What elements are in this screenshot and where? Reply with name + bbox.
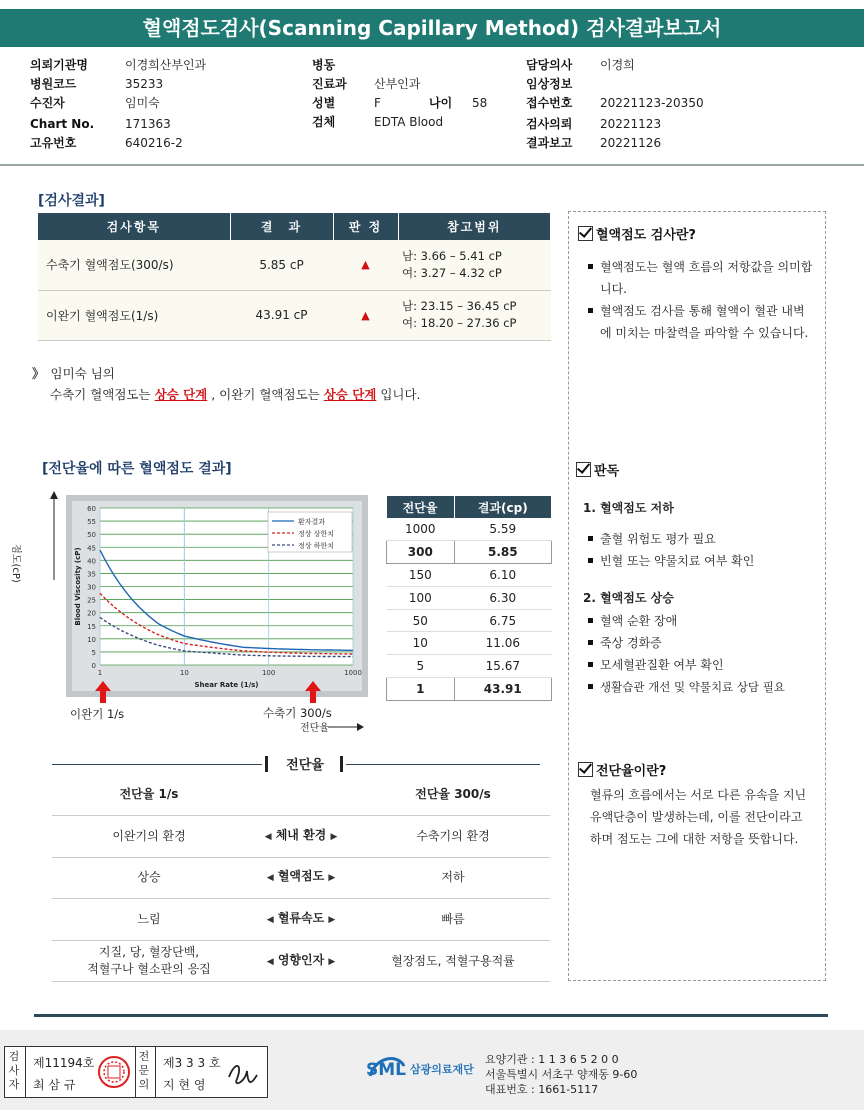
patient-info-col-a (30, 55, 206, 152)
ref-female: 여: 3.27 – 4.32 cP (402, 265, 502, 280)
table-row (52, 857, 550, 899)
x-tick-label: 1000 (344, 669, 362, 677)
ref-male: 남: 23.15 – 36.45 cP (402, 299, 517, 313)
cmp-right: 수축기의 환경 (356, 816, 550, 858)
cmp-mid (246, 816, 356, 858)
bullet-item: 혈액 순환 장애 (586, 610, 826, 632)
info-label: 담당의사 (526, 58, 573, 72)
shear-result: 6.75 (454, 609, 551, 632)
chevron-right-icon: 》 (32, 366, 45, 381)
table-row (387, 541, 552, 564)
info-value: 20221123-20350 (600, 95, 704, 110)
table-row (38, 290, 551, 340)
legend-entry: 환자결과 (298, 518, 326, 526)
org-address (485, 1052, 637, 1097)
cmp-right: 빠름 (356, 899, 550, 941)
cmp-right: 혈장점도, 적혈구용적률 (356, 940, 550, 982)
y-tick-label: 40 (87, 557, 96, 566)
side-heading-text: 판독 (594, 464, 620, 479)
high-title: 2. 혈액점도 상승 (583, 591, 674, 605)
info-row (526, 93, 704, 112)
bullet-item: 혈액점도 검사를 통해 혈액이 혈관 내벽에 미치는 마찰력을 파악할 수 있습니다. (586, 300, 814, 344)
info-row (312, 55, 487, 74)
bullet-item: 빈혈 또는 약물치료 여부 확인 (586, 550, 822, 572)
shear-rate: 5 (387, 655, 455, 678)
test-value: 5.85 cP (230, 240, 333, 290)
side-heading-text: 혈액점도 검사란? (596, 228, 696, 243)
patient-info-col-c (526, 55, 704, 152)
table-row (387, 518, 552, 541)
y-tick-label: 10 (87, 635, 96, 644)
info-label: 결과보고 (526, 136, 573, 150)
y-tick-label: 30 (87, 583, 96, 592)
diastolic-caption: 이완기 1/s (70, 707, 125, 721)
shear-compare-table (52, 774, 550, 982)
table-row (52, 899, 550, 941)
logo-text: SML (366, 1060, 406, 1080)
triangle-left-icon: ◀ (266, 915, 274, 926)
table-row (52, 940, 550, 982)
systolic-arrow-icon (305, 681, 321, 703)
comment-text: , 이완기 혈액점도는 (207, 387, 324, 402)
divider-right (346, 764, 540, 765)
checkbox-icon (578, 762, 593, 777)
cmp-mid-label: 영향인자 (277, 952, 325, 967)
shear-rate: 1 (387, 678, 455, 701)
org-phone: 대표번호 : 1661-5117 (485, 1083, 599, 1096)
info-value: 20221126 (600, 135, 662, 150)
examiner-label: 검사자 (8, 1050, 20, 1091)
y-tick-label: 60 (87, 505, 96, 513)
chart-section-title: [전단율에 따른 혈액점도 결과] (42, 461, 232, 477)
cmp-right: 저하 (356, 857, 550, 899)
head-left: 전단율 1/s (52, 774, 246, 816)
legend-entry: 정상 하한치 (298, 542, 335, 550)
ref-male: 남: 3.66 – 5.41 cP (402, 248, 502, 263)
bullet-item: 죽상 경화증 (586, 632, 826, 654)
result-comment (32, 363, 421, 405)
info-value: EDTA Blood (374, 114, 444, 129)
x-axis-caption: 전단율 (300, 723, 329, 734)
shear-rate: 10 (387, 632, 455, 655)
table-row (52, 816, 550, 858)
low-title: 1. 혈액점도 저하 (583, 501, 674, 515)
head-right: 전단율 300/s (356, 774, 550, 816)
info-label: 성별 (312, 96, 336, 110)
info-label: 수진자 (30, 96, 65, 110)
x-axis-arrow (328, 721, 368, 733)
cmp-mid-label: 혈류속도 (277, 911, 325, 926)
info-value: 35233 (125, 76, 164, 91)
bullet-item: 모세혈관질환 여부 확인 (586, 654, 826, 676)
table-row (387, 632, 552, 655)
info-value: 171363 (125, 116, 171, 131)
shear-result: 15.67 (454, 655, 551, 678)
examiner-no: 제11194호 (33, 1056, 95, 1070)
table-row (387, 678, 552, 701)
info-row (30, 133, 206, 152)
triangle-right-icon: ▶ (328, 915, 336, 926)
info-row (526, 114, 704, 133)
triangle-left-icon: ◀ (264, 831, 272, 842)
specialist-label: 전문의 (138, 1050, 150, 1091)
x-tick-label: 100 (261, 669, 276, 677)
org-name: 삼광의료재단 (410, 1063, 474, 1076)
x-tick-label: 10 (179, 669, 189, 677)
report-title: 혈액점도검사(Scanning Capillary Method) 검사결과보고서 (0, 9, 864, 47)
x-axis-label: Shear Rate (1/s) (194, 681, 259, 689)
y-tick-label: 0 (91, 662, 96, 670)
triangle-left-icon: ◀ (266, 956, 274, 967)
seal-icon (97, 1055, 131, 1089)
bullet-item: 출혈 위험도 평가 필요 (586, 528, 822, 550)
info-row (526, 74, 704, 93)
info-value: 산부인과 (374, 77, 421, 91)
shear-compare-title: 전단율 (286, 758, 324, 773)
y-axis-label: Blood Viscosity (cP) (74, 547, 82, 626)
bottom-divider (34, 1014, 828, 1017)
col-header-result: 결과(cp) (454, 496, 551, 518)
info-row (30, 93, 206, 112)
info-row (526, 55, 704, 74)
col-header-reference: 참고범위 (398, 213, 551, 240)
shear-result: 11.06 (454, 632, 551, 655)
up-arrow-icon: ▲ (333, 290, 398, 340)
cmp-left: 상승 (52, 857, 246, 899)
header-divider (0, 164, 864, 166)
info-value: 640216-2 (125, 135, 183, 150)
cmp-mid (246, 857, 356, 899)
reference-range (398, 240, 551, 290)
col-header-item: 검사항목 (38, 213, 230, 240)
info-value: 20221123 (600, 116, 662, 131)
sml-logo (366, 1052, 474, 1086)
shear-rate-table (386, 496, 552, 701)
bullet-item: 혈액점도는 혈액 흐름의 저항값을 의미합니다. (586, 256, 814, 300)
results-table (38, 213, 551, 341)
shear-rate: 100 (387, 586, 455, 609)
shear-rate: 50 (387, 609, 455, 632)
y-tick-label: 50 (87, 531, 96, 540)
info-label: 검사의뢰 (526, 117, 573, 131)
info-label: 접수번호 (526, 96, 573, 110)
info-label: 병동 (312, 58, 336, 72)
info-label: 나이 (429, 96, 453, 110)
table-row (387, 586, 552, 609)
info-value: 임미숙 (125, 96, 160, 110)
specialist-name: 지 현 영 (163, 1078, 206, 1092)
test-value: 43.91 cP (230, 290, 333, 340)
low-bullets (586, 528, 822, 572)
cmp-mid (246, 899, 356, 941)
shear-rate: 300 (387, 541, 455, 564)
info-row (30, 74, 206, 93)
table-row (387, 609, 552, 632)
cmp-mid-label: 혈액점도 (277, 869, 325, 884)
ref-female: 여: 18.20 – 27.36 cP (402, 316, 517, 330)
col-header-result: 결 과 (230, 213, 333, 240)
side-heading-1 (578, 224, 696, 243)
triangle-right-icon: ▶ (328, 956, 336, 967)
side-heading-2 (576, 460, 619, 479)
y-axis-caption: 점도(cP) (9, 544, 21, 583)
results-section-title: [검사결과] (38, 193, 105, 209)
systolic-caption: 수축기 300/s (263, 706, 332, 720)
info-label: Chart No. (30, 116, 95, 131)
table-row (387, 564, 552, 587)
info-value: 58 (472, 95, 488, 110)
table-row (38, 240, 551, 290)
signature-box (4, 1046, 268, 1098)
cmp-mid-label: 체내 환경 (275, 827, 327, 842)
cmp-left: 지질, 당, 혈장단백, 적혈구나 혈소판의 응집 (52, 940, 246, 982)
y-axis-arrow (32, 490, 92, 580)
shear-definition: 혈류의 흐름에서는 서로 다른 유속을 지닌 유액단층이 발생하는데, 이를 전단이라고 하며 점도는 그에 대한 저항을 뜻합니다. (590, 788, 807, 846)
table-row (387, 655, 552, 678)
y-tick-label: 35 (87, 570, 96, 579)
info-row (30, 55, 206, 74)
checkbox-icon (578, 226, 593, 241)
org-code: 요양기관 : 1 1 3 6 5 2 0 0 (485, 1053, 619, 1066)
info-row (30, 114, 206, 133)
comment-text: 입니다. (376, 387, 421, 402)
specialist-no: 제3 3 3 호 (163, 1056, 221, 1070)
checkbox-icon (576, 462, 591, 477)
org-street: 서울특별시 서초구 양재동 9-60 (485, 1068, 638, 1081)
test-name: 수축기 혈액점도(300/s) (38, 240, 230, 290)
high-bullets (586, 610, 826, 698)
comment-text: 수축기 혈액점도는 (50, 387, 155, 402)
divider-left (52, 764, 262, 765)
head-mid (246, 774, 356, 816)
col-header-judge: 판 정 (333, 213, 398, 240)
shear-result: 5.59 (454, 518, 551, 541)
signature-icon (223, 1057, 263, 1091)
info-label: 검체 (312, 115, 336, 129)
info-row (312, 112, 487, 131)
y-tick-label: 55 (87, 518, 96, 527)
legend-entry: 정상 상한치 (298, 530, 335, 538)
y-tick-label: 20 (87, 609, 96, 618)
info-label: 임상정보 (526, 77, 573, 91)
y-tick-label: 25 (87, 596, 96, 605)
comment-highlight: 상승 단계 (154, 387, 208, 402)
info-row (526, 133, 704, 152)
bullet-item: 생활습관 개선 및 약물치료 상담 필요 (586, 676, 826, 698)
reference-range (398, 290, 551, 340)
cmp-mid (246, 940, 356, 982)
examiner-name: 최 삼 규 (33, 1078, 76, 1092)
col-header-shear: 전단율 (387, 496, 455, 518)
y-tick-label: 45 (87, 544, 96, 553)
info-row (312, 93, 487, 112)
test-name: 이완기 혈액점도(1/s) (38, 290, 230, 340)
up-arrow-icon: ▲ (333, 240, 398, 290)
side-heading-3 (578, 760, 666, 779)
shear-result: 43.91 (454, 678, 551, 701)
triangle-right-icon: ▶ (328, 873, 336, 884)
cmp-left: 느림 (52, 899, 246, 941)
x-tick-label: 1 (97, 669, 103, 677)
info-value: 이경희 (600, 58, 635, 72)
info-label: 의뢰기관명 (30, 58, 88, 72)
shear-result: 6.30 (454, 586, 551, 609)
y-tick-label: 15 (87, 622, 96, 631)
patient-info-col-b (312, 55, 487, 131)
y-tick-label: 5 (91, 648, 96, 657)
shear-rate: 150 (387, 564, 455, 587)
info-value: F (374, 95, 381, 110)
shear-rate: 1000 (387, 518, 455, 541)
table-row (52, 774, 550, 816)
side-bullets-1 (586, 256, 814, 344)
info-label: 병원코드 (30, 77, 77, 91)
triangle-right-icon: ▶ (330, 831, 338, 842)
comment-highlight: 상승 단계 (323, 387, 377, 402)
shear-result: 5.85 (454, 541, 551, 564)
comment-patient: 임미숙 님의 (50, 366, 115, 381)
cmp-left: 이완기의 환경 (52, 816, 246, 858)
info-label: 진료과 (312, 77, 347, 91)
info-row (312, 74, 487, 93)
diastolic-arrow-icon (95, 681, 111, 703)
info-label: 고유번호 (30, 136, 77, 150)
side-heading-text: 전단율이란? (596, 764, 667, 779)
triangle-left-icon: ◀ (266, 873, 274, 884)
info-value: 이경희산부인과 (125, 58, 207, 72)
shear-result: 6.10 (454, 564, 551, 587)
